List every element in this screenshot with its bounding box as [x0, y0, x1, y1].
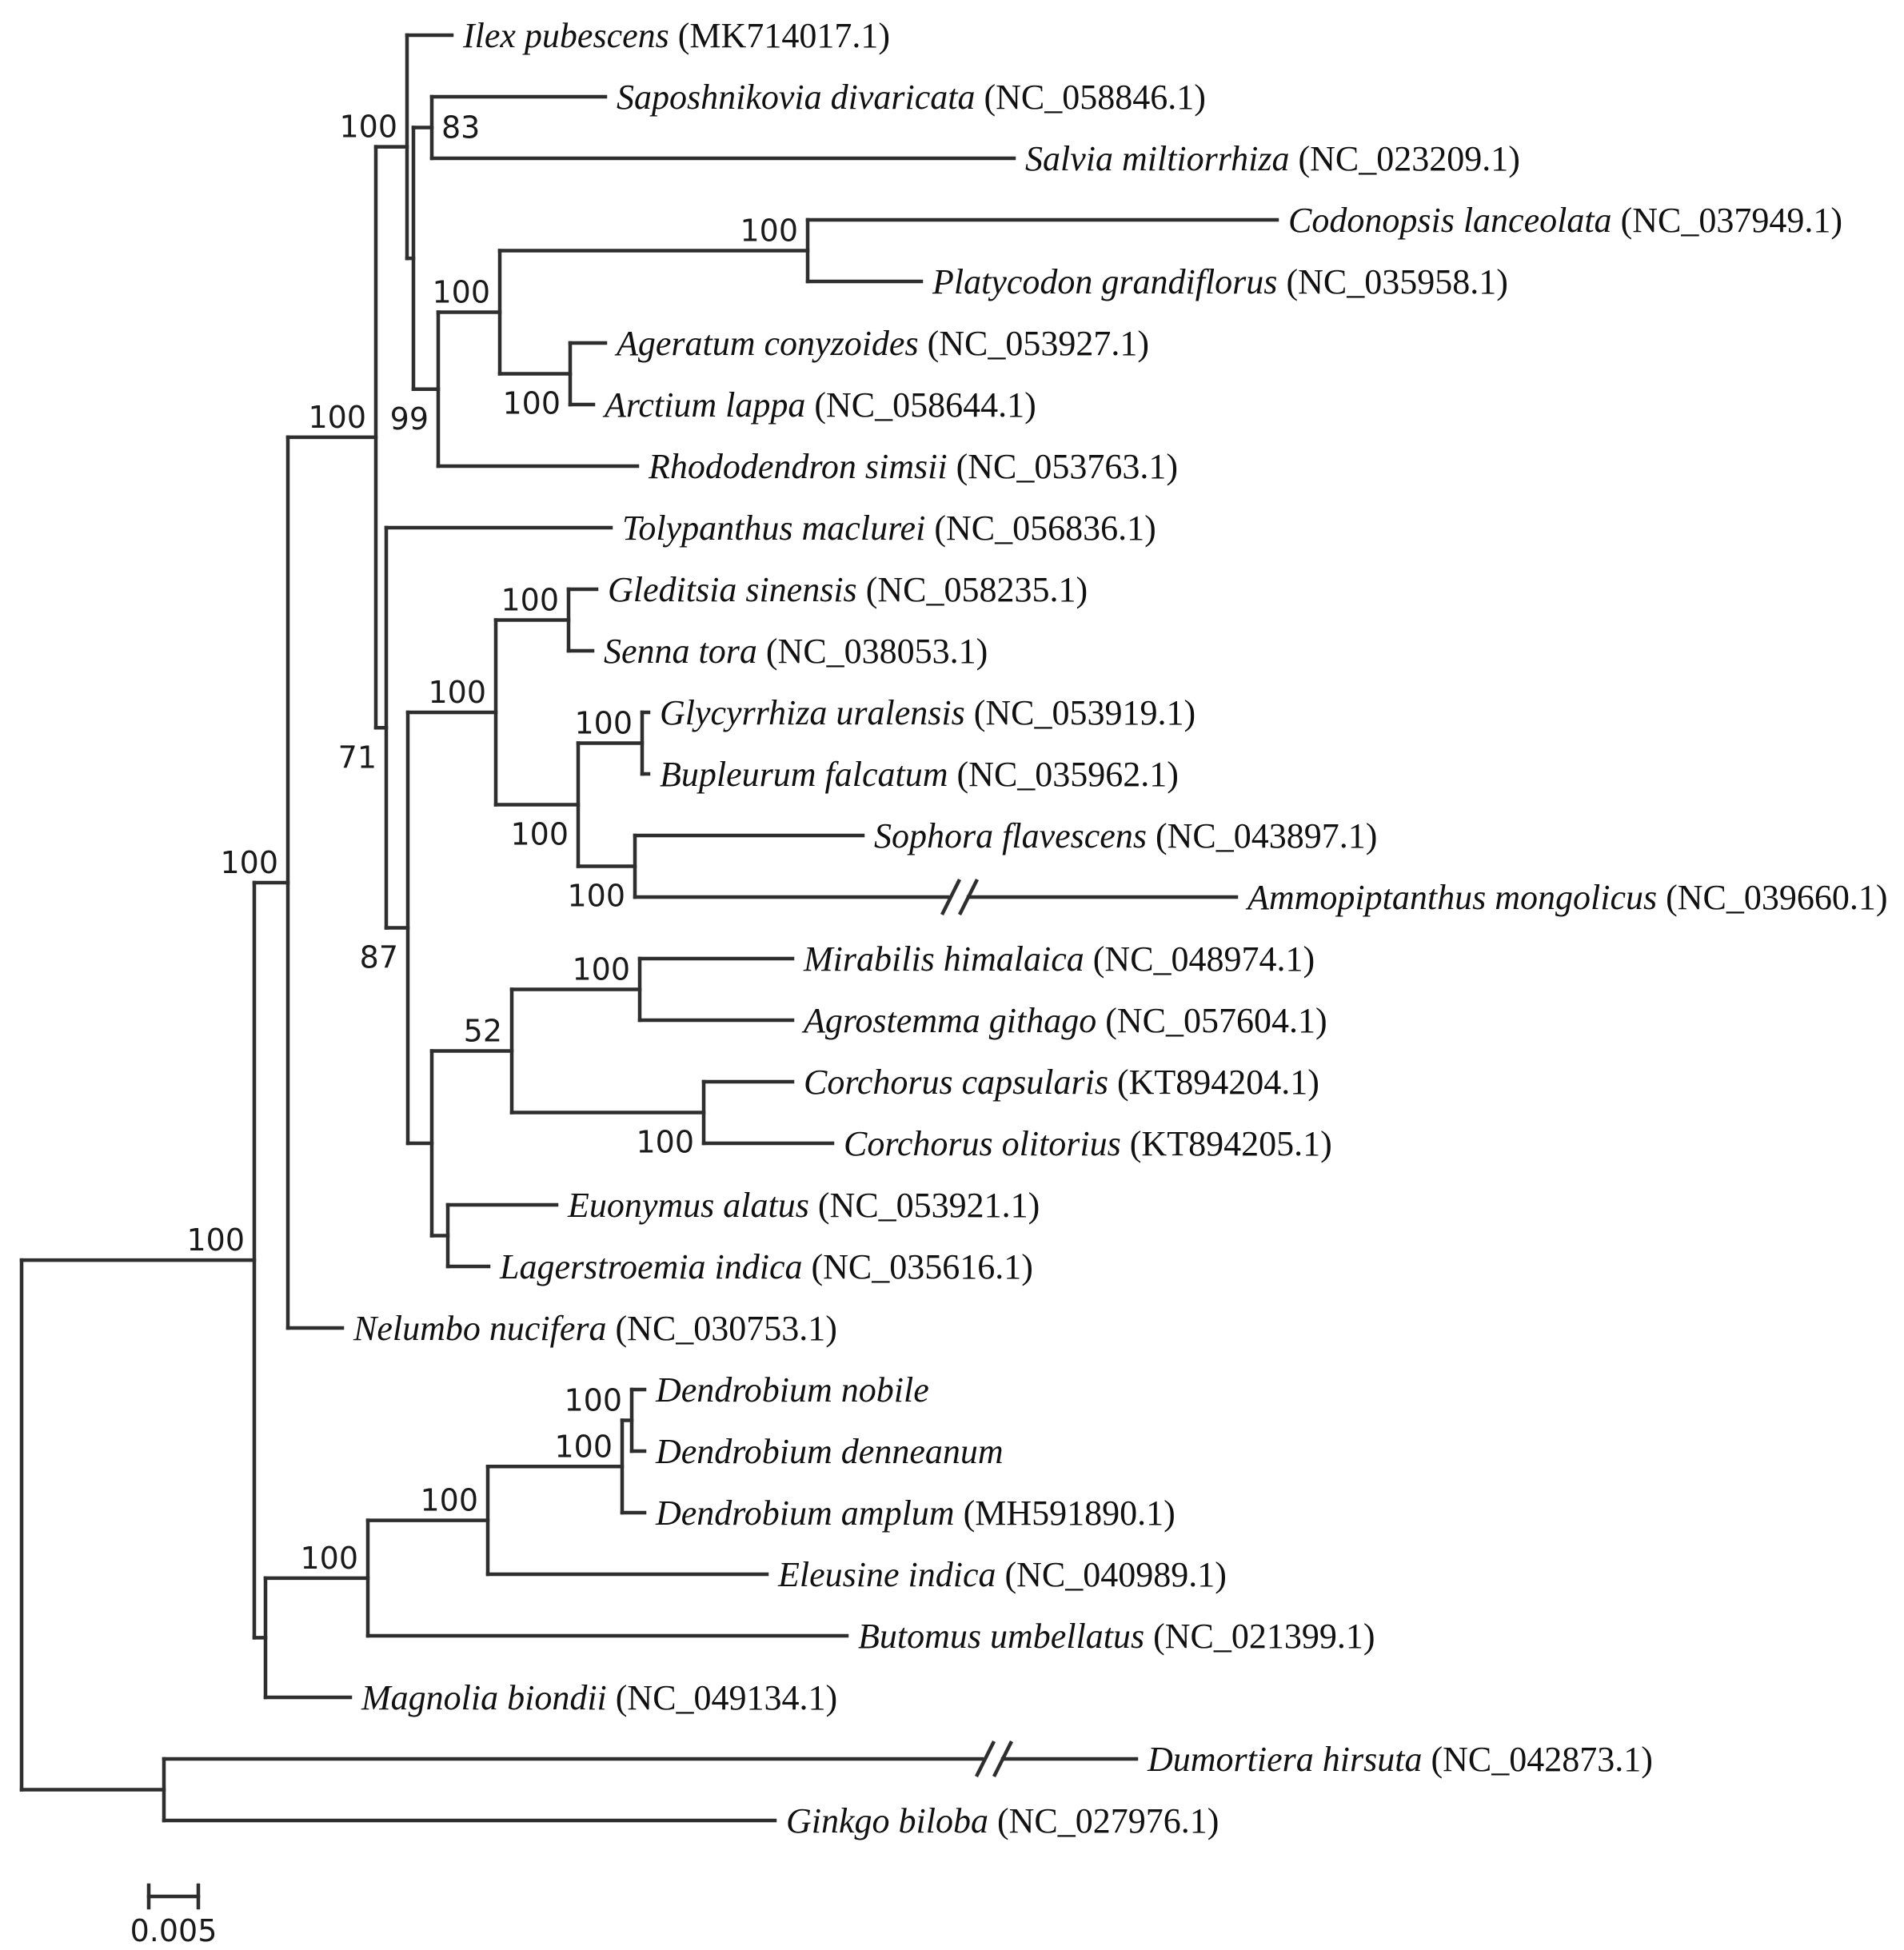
taxon-label: Saposhnikovia divaricata (NC_058846.1) [617, 78, 1206, 117]
taxon-label: Codonopsis lanceolata (NC_037949.1) [1288, 201, 1842, 240]
taxon-label: Glycyrrhiza uralensis (NC_053919.1) [660, 693, 1196, 732]
taxon-label: Corchorus capsularis (KT894204.1) [804, 1063, 1319, 1102]
taxon-label: Dumortiera hirsuta (NC_042873.1) [1148, 1740, 1653, 1779]
support-value: 100 [564, 1382, 622, 1418]
support-value: 100 [636, 1124, 694, 1160]
taxon-label: Euonymus alatus (NC_053921.1) [568, 1186, 1040, 1225]
support-value: 71 [337, 740, 377, 776]
taxon-label: Dendrobium nobile [656, 1370, 929, 1410]
taxon-label: Ginkgo biloba (NC_027976.1) [786, 1801, 1219, 1840]
taxon-label: Platycodon grandiflorus (NC_035958.1) [932, 262, 1508, 301]
support-value: 100 [220, 844, 278, 880]
support-value: 99 [389, 401, 429, 437]
support-value: 100 [501, 582, 559, 618]
taxon-label: Agrostemma githago (NC_057604.1) [804, 1001, 1327, 1040]
taxon-label: Mirabilis himalaica (NC_048974.1) [804, 939, 1315, 979]
support-value: 100 [740, 213, 798, 249]
taxon-label: Senna tora (NC_038053.1) [604, 632, 988, 671]
taxon-label: Lagerstroemia indica (NC_035616.1) [500, 1247, 1033, 1286]
support-value: 100 [428, 675, 486, 710]
scale-bar-label: 0.005 [130, 1913, 218, 1948]
support-value: 100 [339, 109, 397, 145]
support-value: 100 [510, 816, 569, 852]
taxon-label: Ammopiptanthus mongolicus (NC_039660.1) [1247, 878, 1888, 917]
support-value: 100 [420, 1482, 478, 1518]
support-value: 100 [574, 705, 633, 741]
support-value: 100 [432, 274, 490, 310]
taxon-label: Butomus umbellatus (NC_021399.1) [858, 1617, 1375, 1656]
taxon-label: Tolypanthus maclurei (NC_056836.1) [622, 508, 1156, 548]
support-value: 100 [308, 399, 366, 435]
support-value: 100 [554, 1429, 613, 1465]
taxon-label: Nelumbo nucifera (NC_030753.1) [353, 1309, 837, 1348]
taxon-label: Eleusine indica (NC_040989.1) [778, 1555, 1227, 1594]
taxon-label: Dendrobium amplum (MH591890.1) [656, 1493, 1176, 1533]
support-value: 52 [463, 1013, 502, 1049]
support-value: 100 [502, 385, 561, 421]
support-value: 100 [567, 878, 625, 914]
taxon-label: Magnolia biondii (NC_049134.1) [361, 1678, 838, 1717]
taxon-label: Ageratum conyzoides (NC_053927.1) [617, 324, 1150, 363]
taxon-label: Corchorus olitorius (KT894205.1) [844, 1124, 1332, 1163]
taxon-label: Rhododendron simsii (NC_053763.1) [649, 447, 1179, 486]
taxon-label: Salvia miltiorrhiza (NC_023209.1) [1025, 139, 1520, 178]
support-value: 87 [359, 939, 398, 975]
support-value: 100 [572, 951, 630, 987]
taxon-label: Gleditsia sinensis (NC_058235.1) [608, 570, 1088, 609]
support-value: 100 [300, 1540, 358, 1576]
taxon-label: Dendrobium denneanum [656, 1432, 1004, 1471]
support-value: 83 [441, 110, 481, 146]
taxon-label: Sophora flavescens (NC_043897.1) [874, 816, 1378, 855]
taxon-label: Bupleurum falcatum (NC_035962.1) [660, 755, 1179, 794]
taxon-label: Ilex pubescens (MK714017.1) [463, 16, 890, 55]
taxon-label: Arctium lappa (NC_058644.1) [605, 385, 1036, 425]
support-value: 100 [186, 1222, 245, 1258]
